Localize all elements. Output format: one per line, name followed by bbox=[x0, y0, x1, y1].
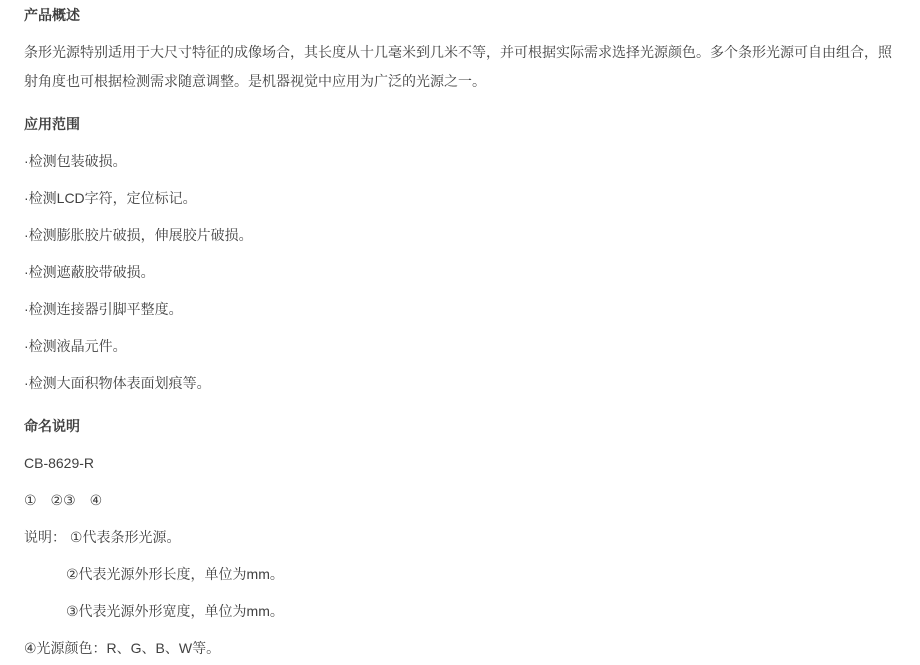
application-item: ·检测液晶元件。 bbox=[24, 338, 127, 354]
application-item: ·检测膨胀胶片破损，伸展胶片破损。 bbox=[24, 227, 253, 243]
naming-heading: 命名说明 bbox=[24, 418, 80, 434]
overview-paragraph: 条形光源特别适用于大尺寸特征的成像场合，其长度从十几毫米到几米不等，并可根据实际需求选择光源颜色。多个条形光源可自由组合，照射角度也可根据检测需求随意调整。是机器视觉中应用为广泛的光源之一。 bbox=[24, 44, 892, 89]
application-item: ·检测包装破损。 bbox=[24, 153, 127, 169]
naming-note-line: 说明： ①代表条形光源。 bbox=[24, 529, 181, 545]
applications-heading: 应用范围 bbox=[24, 116, 80, 132]
overview-heading: 产品概述 bbox=[24, 7, 80, 23]
digit-markers: ① ②③ ④ bbox=[24, 492, 103, 508]
naming-note-line: ④光源颜色：R、G、B、W等。 bbox=[24, 640, 221, 656]
application-item: ·检测连接器引脚平整度。 bbox=[24, 301, 183, 317]
application-item: ·检测遮蔽胶带破损。 bbox=[24, 264, 155, 280]
naming-note-line: ②代表光源外形长度，单位为mm。 bbox=[66, 566, 284, 582]
application-item: ·检测LCD字符，定位标记。 bbox=[24, 190, 197, 206]
application-item: ·检测大面积物体表面划痕等。 bbox=[24, 375, 211, 391]
naming-note-line: ③代表光源外形宽度，单位为mm。 bbox=[66, 603, 284, 619]
model-code: CB-8629-R bbox=[24, 455, 95, 471]
